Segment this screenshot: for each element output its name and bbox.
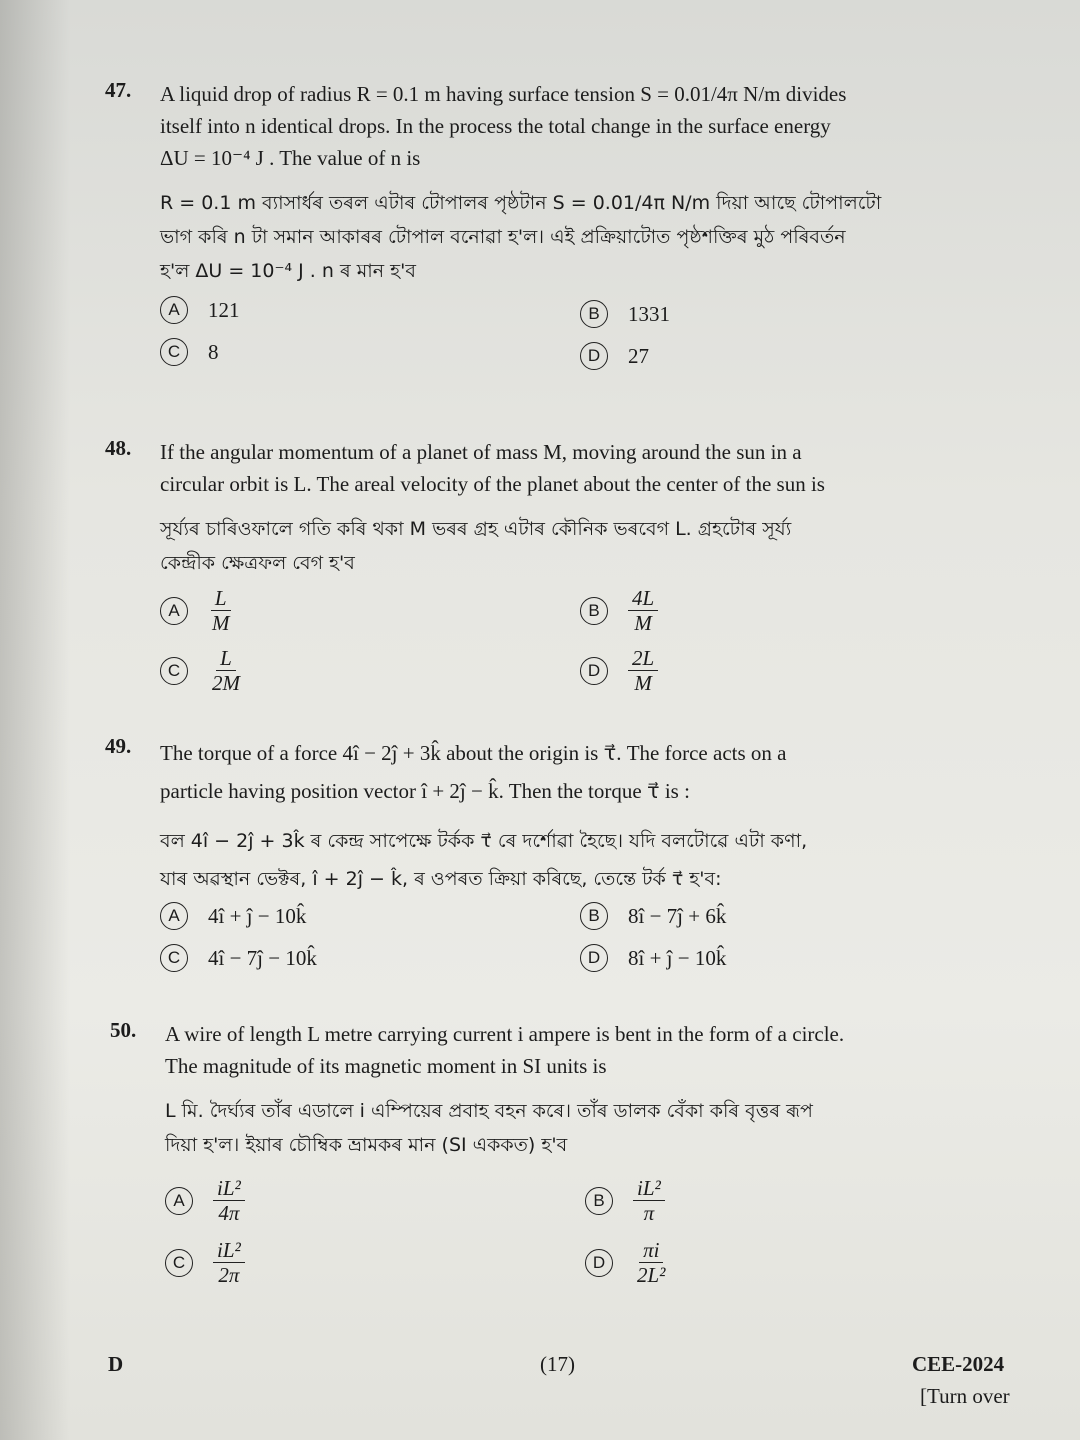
option-letter: C xyxy=(160,338,188,366)
options xyxy=(160,296,1005,376)
page-number: (17) xyxy=(540,1352,575,1376)
option-letter: A xyxy=(160,902,188,930)
option-a: A 4î + ĵ − 10k̂ xyxy=(160,902,306,930)
option-c xyxy=(160,646,244,695)
question-50 xyxy=(110,1018,1010,1306)
option-d: D 27 xyxy=(580,342,649,370)
question-49 xyxy=(105,734,1005,982)
option-d: D 8î + ĵ − 10k̂ xyxy=(580,944,726,972)
question-assamese-text: R = 0.1 m ব্যাসাৰ্ধৰ তৰল এটাৰ টোপালৰ পৃষ্ঠটান S = 0.01/4π N/m দিয়া আছে টোপালটো ভাগ কৰি n টা সমান আকাৰৰ টোপাল বনোৱা হ'ল। এই প্ৰক্ৰিয়াটোত পৃষ্ঠশক্তিৰ মুঠ পৰিবৰ্তন হ'ল ΔU = 10⁻⁴ J . n ৰ মান হ'ব xyxy=(160,192,882,282)
option-letter: D xyxy=(580,342,608,370)
option-letter: D xyxy=(580,944,608,972)
option-b: B 8î − 7ĵ + 6k̂ xyxy=(580,902,726,930)
option-c: C 4î − 7ĵ − 10k̂ xyxy=(160,944,317,972)
page-shadow xyxy=(0,0,70,1440)
option-letter: D xyxy=(580,657,608,685)
option-letter: B xyxy=(580,300,608,328)
option-b: B 1331 xyxy=(580,300,670,328)
fraction: $\frac{L}{M}$ xyxy=(212,586,230,635)
question-assamese-text: বল 4î − 2ĵ + 3k̂ ৰ কেন্দ্ৰ সাপেক্ষে টৰ্কক τ⃗ ৰে দৰ্শোৱা হৈছে। যদি বলটোৱে এটা কণা, যাৰ অৱস্থান ভেক্টৰ, î + 2ĵ − k̂, ৰ ওপৰত ক্ৰিয়া কৰিছে, তেন্তে টৰ্ক τ⃗ হ'ব: xyxy=(160,830,808,890)
option-letter: D xyxy=(585,1249,613,1277)
option-c: C 8 xyxy=(160,338,219,366)
exam-code: CEE-2024 xyxy=(912,1352,1005,1376)
options xyxy=(165,1176,1010,1306)
question-assamese-text: L মি. দৈৰ্ঘ্যৰ তাঁৰ এডালে i এম্পিয়েৰ প্ৰবাহ বহন কৰে। তাঁৰ ডালক বেঁকা কৰি বৃত্তৰ ৰূপ দিয়া হ'ল। ইয়াৰ চৌম্বিক ভ্ৰামকৰ মান (SI এককত) হ'ব xyxy=(165,1100,813,1156)
option-d xyxy=(585,1238,669,1287)
question-assamese-text: সূৰ্য্যৰ চাৰিওফালে গতি কৰি থকা M ভৰৰ গ্ৰহ এটাৰ কৌনিক ভৰবেগ L. গ্ৰহটোৰ সূৰ্য্য কেন্দ্ৰীক ক্ষেত্ৰফল বেগ হ'ব xyxy=(160,518,792,574)
option-letter: A xyxy=(160,296,188,324)
option-letter: A xyxy=(165,1187,193,1215)
options xyxy=(160,902,1005,982)
question-english-text: The torque of a force 4î − 2ĵ + 3k̂ about the origin is τ⃗. The force acts on a particle having position vector î + 2ĵ − k̂. Then the torque τ⃗ is : xyxy=(160,741,787,803)
option-a: A 121 xyxy=(160,296,240,324)
option-d xyxy=(580,646,658,695)
question-47 xyxy=(105,78,1005,376)
option-b xyxy=(580,586,658,635)
fraction: $\frac{\text{iL²}}{4\pi}$ xyxy=(213,1176,245,1225)
option-letter: C xyxy=(160,944,188,972)
question-english-text: A liquid drop of radius R = 0.1 m having surface tension S = 0.01/4π N/m divides itself into n identical drops. In the process the total change in the surface energy ΔU = 10⁻⁴ J . The value of n is xyxy=(160,82,847,170)
option-c xyxy=(165,1238,245,1287)
question-number: 50. xyxy=(110,1018,137,1042)
fraction: $\frac{L}{2M}$ xyxy=(212,646,240,695)
option-letter: B xyxy=(580,902,608,930)
option-letter: A xyxy=(160,597,188,625)
fraction: $\frac{2L}{M}$ xyxy=(628,646,658,695)
fraction: $\frac{\text{iL²}}{\pi}$ xyxy=(633,1176,665,1225)
fraction: $\frac{4L}{M}$ xyxy=(628,586,658,635)
options xyxy=(160,586,1005,706)
option-letter: C xyxy=(160,657,188,685)
fraction: $\frac{\pi i}{\text{2L²}}$ xyxy=(637,1238,666,1287)
option-letter: B xyxy=(580,597,608,625)
question-number: 49. xyxy=(105,734,132,758)
set-code: D xyxy=(108,1352,124,1376)
fraction: $\frac{\text{iL²}}{2\pi}$ xyxy=(213,1238,245,1287)
option-letter: B xyxy=(585,1187,613,1215)
option-letter: C xyxy=(165,1249,193,1277)
question-number: 48. xyxy=(105,436,132,460)
turn-over: [Turn over xyxy=(920,1384,1010,1408)
option-b xyxy=(585,1176,665,1225)
question-english-text: A wire of length L metre carrying current i ampere is bent in the form of a circle. The magnitude of its magnetic moment in SI units is xyxy=(165,1022,845,1078)
option-a xyxy=(160,586,234,635)
option-a xyxy=(165,1176,245,1225)
question-48 xyxy=(105,436,1005,706)
question-number: 47. xyxy=(105,78,132,102)
question-english-text: If the angular momentum of a planet of mass M, moving around the sun in a circular orbit is L. The areal velocity of the planet about the center of the sun is xyxy=(160,440,825,496)
